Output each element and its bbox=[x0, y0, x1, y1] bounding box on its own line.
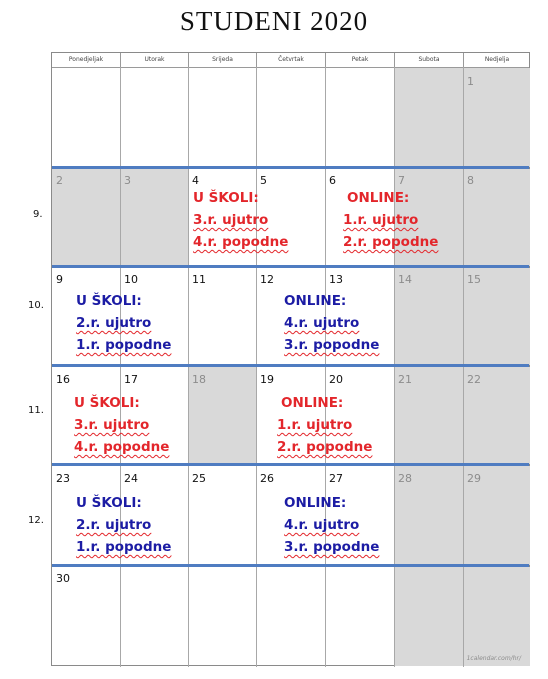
grid-line bbox=[394, 67, 395, 667]
grey-cell bbox=[395, 567, 463, 666]
day-number: 3 bbox=[124, 174, 131, 187]
note-heading: ONLINE: bbox=[284, 293, 347, 309]
day-number: 20 bbox=[329, 373, 343, 386]
grey-cell bbox=[121, 169, 189, 266]
weekday-header: Nedjelja bbox=[484, 56, 510, 63]
page-title: STUDENI 2020 bbox=[179, 6, 369, 36]
day-number: 29 bbox=[467, 472, 481, 485]
day-number: 8 bbox=[467, 174, 474, 187]
note-line: 4.r. ujutro bbox=[284, 315, 360, 331]
day-number: 16 bbox=[56, 373, 70, 386]
header-divider bbox=[52, 67, 529, 68]
note-heading: ONLINE: bbox=[347, 190, 410, 206]
grid-line bbox=[325, 67, 326, 667]
grid-line bbox=[188, 67, 189, 667]
schedule-note-online bbox=[277, 392, 372, 458]
calendar-grid bbox=[51, 52, 530, 666]
note-heading: U ŠKOLI: bbox=[193, 190, 259, 206]
day-number: 27 bbox=[329, 472, 343, 485]
day-number: 28 bbox=[398, 472, 412, 485]
note-line: 2.r. popodne bbox=[343, 234, 439, 250]
day-number: 4 bbox=[192, 174, 199, 187]
day-number: 22 bbox=[467, 373, 481, 386]
day-number: 13 bbox=[329, 273, 343, 286]
schedule-note-school bbox=[193, 187, 288, 253]
schedule-note-school bbox=[76, 290, 171, 356]
note-line: 4.r. popodne bbox=[193, 234, 289, 250]
week-divider bbox=[52, 463, 529, 466]
weekday-header: Subota bbox=[395, 53, 464, 67]
week-divider bbox=[52, 265, 529, 268]
note-line: 3.r. popodne bbox=[284, 337, 380, 353]
note-line: 1.r. popodne bbox=[76, 337, 172, 353]
week-number: 10. bbox=[28, 300, 44, 311]
day-number: 12 bbox=[260, 273, 274, 286]
week-divider bbox=[52, 564, 529, 567]
day-number: 19 bbox=[260, 373, 274, 386]
note-line: 3.r. popodne bbox=[284, 539, 380, 555]
day-number: 26 bbox=[260, 472, 274, 485]
day-number: 21 bbox=[398, 373, 412, 386]
note-line: 2.r. ujutro bbox=[76, 517, 152, 533]
grey-cell bbox=[395, 68, 463, 167]
day-number: 1 bbox=[467, 75, 474, 88]
day-number: 9 bbox=[56, 273, 63, 286]
day-number: 11 bbox=[192, 273, 206, 286]
note-line: 3.r. ujutro bbox=[193, 212, 269, 228]
note-line: 1.r. ujutro bbox=[277, 417, 353, 433]
weekday-header: Utorak bbox=[121, 53, 189, 67]
day-number: 23 bbox=[56, 472, 70, 485]
schedule-note-online bbox=[284, 290, 379, 356]
note-line: 2.r. popodne bbox=[277, 439, 373, 455]
day-number: 6 bbox=[329, 174, 336, 187]
schedule-note-online bbox=[343, 187, 438, 253]
day-number: 30 bbox=[56, 572, 70, 585]
schedule-note-school bbox=[74, 392, 169, 458]
grey-cell bbox=[464, 567, 530, 666]
grid-line bbox=[120, 67, 121, 667]
schedule-note-online bbox=[284, 492, 379, 558]
note-heading: U ŠKOLI: bbox=[76, 495, 142, 511]
note-heading: ONLINE: bbox=[284, 495, 347, 511]
day-number: 2 bbox=[56, 174, 63, 187]
day-number: 7 bbox=[398, 174, 405, 187]
day-number: 25 bbox=[192, 472, 206, 485]
weekday-header: Ponedjeljak bbox=[52, 53, 121, 67]
weekday-header: Petak bbox=[326, 53, 395, 67]
note-heading: ONLINE: bbox=[281, 395, 344, 411]
day-number: 24 bbox=[124, 472, 138, 485]
day-number: 5 bbox=[260, 174, 267, 187]
note-line: 3.r. ujutro bbox=[74, 417, 150, 433]
day-number: 18 bbox=[192, 373, 206, 386]
weekday-header: Četvrtak bbox=[257, 53, 326, 67]
day-number: 10 bbox=[124, 273, 138, 286]
note-line: 4.r. ujutro bbox=[284, 517, 360, 533]
note-line: 1.r. popodne bbox=[76, 539, 172, 555]
week-number: 11. bbox=[28, 405, 44, 416]
schedule-note-school bbox=[76, 492, 171, 558]
week-number: 9. bbox=[33, 209, 43, 220]
note-heading: U ŠKOLI: bbox=[76, 293, 142, 309]
note-line: 1.r. ujutro bbox=[343, 212, 419, 228]
week-divider bbox=[52, 166, 529, 169]
day-number: 14 bbox=[398, 273, 412, 286]
week-divider bbox=[52, 364, 529, 367]
grid-line bbox=[463, 67, 464, 667]
weekday-header: Srijeda bbox=[189, 53, 257, 67]
grid-line bbox=[256, 67, 257, 667]
note-line: 4.r. popodne bbox=[74, 439, 170, 455]
note-heading: U ŠKOLI: bbox=[74, 395, 140, 411]
note-line: 2.r. ujutro bbox=[76, 315, 152, 331]
credit-text: 1calendar.com/hr/ bbox=[466, 655, 521, 662]
week-number: 12. bbox=[28, 515, 44, 526]
day-number: 17 bbox=[124, 373, 138, 386]
day-number: 15 bbox=[467, 273, 481, 286]
